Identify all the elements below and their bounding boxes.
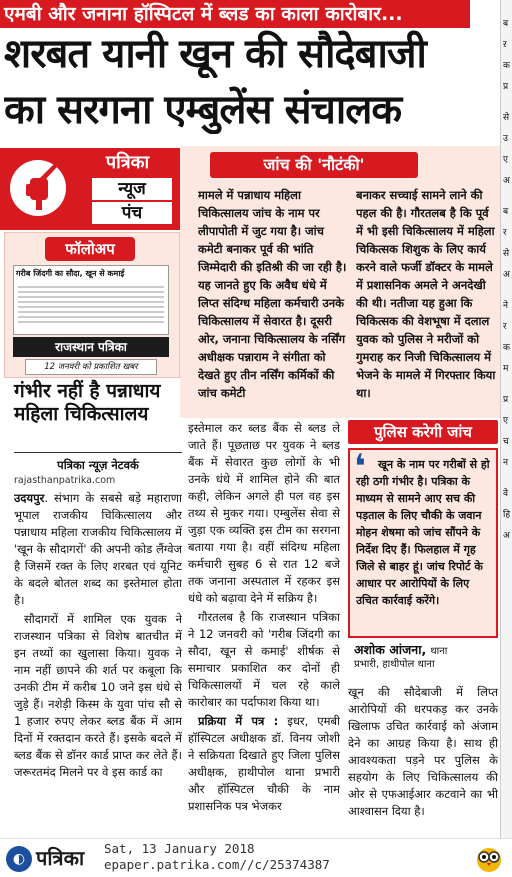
strip-char: ए: [503, 155, 508, 165]
patrika-logo-icon: ◐: [6, 846, 32, 872]
byline: पत्रिका न्यूज़ नेटवर्क: [57, 458, 139, 472]
strip-char: क: [503, 61, 510, 71]
dateline: उदयपुर: [14, 491, 45, 505]
police-quote: खून के नाम पर गरीबों से हो रही ठगी गंभीर है। पत्रिका के माध्यम से सामने आए सच की पड़ताल के लिए चौकी के जवान मोहन शेषमा को जांच सौंपने के निर्देश दिए हैं। फिलहाल में गृह जिले से बाहर हूं। जांच रिपोर्ट के आधार पर आरोपियों के लिए उचित कार्रवाई करेंगे।: [356, 458, 490, 607]
strip-char: हि: [503, 510, 511, 520]
strip-char: प्र: [503, 395, 509, 405]
police-box: [348, 420, 498, 678]
adjacent-article-strip: [500, 0, 512, 877]
quote-mark-icon: ❛: [354, 448, 366, 487]
news-punch-box: [0, 148, 180, 230]
inquiry-col-1: मामले में पन्नाधाय महिला चिकित्सालय जांच के नाम पर लीपापोती में जुट गया है। जांच कमेटी बनाकर पूर्व की भांति जिम्मेदारी की इतिश्री की जा रही है। यह जानते हुए कि अवैध धंधे में लिप्त संदिग्ध महिला कर्मचारी उनके चिकित्सालय में सेवारत है। दूसरी ओर, जनाना चिकित्सालय के नर्सिंग अधीक्षक पन्नाराम ने संगीता को देखते हुए तीन नर्सिंग कर्मिकों की जांच कमेटी: [198, 188, 347, 400]
left-para-2: सौदागरों में शामिल एक युवक ने राजस्थान पत्रिका से विशेष बातचीत में इन तथ्यों का खुलासा किया। युवक ने नाम नहीं छापने की शर्त पर कबूला कि उनकी टीम में करीब 10 जने इस धंधे से जुड़े हैं। नशेड़ी किस्म के युवा पांच सौ से 1 हजार रुपए लेकर ब्लड बैंक में आम दिनों में रक्तदान करते हैं। इसके बदले में ब्लड बैंक से डॉनर कार्ड प्राप्त कर लेते हैं। जरूरतमंद मिलने पर वे इस कार्ड का: [14, 612, 182, 779]
byline-rule: [14, 452, 182, 453]
brand-name: पत्रिका: [105, 152, 150, 173]
footer-logo-text: पत्रिका: [36, 846, 85, 870]
police-quote-box: [348, 448, 498, 638]
strip-char: अ: [503, 270, 510, 280]
followup-clip-box: [4, 232, 180, 378]
footer-date: Sat, 13 January 2018: [104, 841, 255, 856]
left-para-1: . संभाग के सबसे बड़े महाराणा भूपाल राजकीय चिकित्सालय और पन्नाधाय महिला राजकीय चिकित्सालय में 'खून के सौदागरों' की अपनी कोड लैंग्वेज है जिसमें रक्त के लिए शरबत एवं यूनिट के बदले बोतल शब्द का इस्तेमाल होता है।: [14, 491, 182, 607]
headline-kicker: एमबी और जनाना हॉस्पिटल में ब्लड का काला कारोबार...: [0, 0, 470, 28]
clip-caption: गरीब जिंदगी का सौदा, खून से कमाई: [16, 269, 125, 278]
strip-char: अ: [503, 176, 510, 186]
headline-line-2: का सरगना एम्बुलेंस संचालक: [4, 87, 402, 133]
inquiry-box: [180, 146, 500, 418]
clip-text-lines: [18, 283, 164, 323]
strip-char: उ: [503, 134, 508, 144]
officer-designation: प्रभारी, हाथीपोल थाना: [354, 659, 435, 670]
strip-char: च: [503, 437, 509, 447]
police-title: पुलिस करेगी जांच: [348, 420, 498, 444]
inquiry-col-2: बनाकर सच्चाई सामने लाने की पहल की है। गौरतलब है कि पूर्व में भी इसी चिकित्सालय में महिला चिकित्सक शिशुक के लिए कार्य करने वाले फर्जी डॉक्टर के मामले में प्रशासनिक अमले ने अनदेखी की थी। नतीजा यह हुआ कि चिकित्सक की वेशभूषा में दलाल युवक को पुलिस ने मरीजों को गुमराह कर निजी चिकित्सालय में भेजने के मामले में गिरफ्तार किया था।: [356, 188, 496, 400]
strip-char: प्र: [503, 82, 509, 92]
left-column-body: [14, 490, 182, 832]
headline-line-1: शरबत यानी खून की सौदेबाजी: [4, 31, 426, 77]
strip-char: म: [503, 364, 509, 374]
punch-label: पंच: [92, 202, 172, 224]
inquiry-title: जांच की 'नौटंकी': [210, 152, 418, 178]
owl-icon[interactable]: [474, 843, 504, 873]
strip-char: ऱ: [503, 40, 507, 50]
strip-char: ब: [503, 19, 509, 29]
mid-para-3-lead: प्रक्रिया में पत्र :: [198, 714, 279, 728]
mid-para-3: इधर, एमबी हॉस्पिटल अधीक्षक डॉ. विनय जोशी ने सक्रियता दिखाते हुए जिला पुलिस अधीक्षक, हाथीपोल थाना प्रभारी और हॉस्पिटल चौकी के नाम प्रशासनिक पत्र भेजकर: [188, 714, 340, 813]
source-label: राजस्थान पत्रिका: [13, 337, 169, 357]
strip-char: न: [503, 458, 508, 468]
strip-char: र: [503, 228, 507, 238]
strip-char: ए: [503, 416, 508, 426]
right-column-body: [348, 684, 498, 832]
pen-fist-icon: [10, 160, 66, 216]
right-para-1: खून की सौदेबाजी में लिप्त आरोपियों की धरपकड़ कर उनके खिलाफ उचित कार्रवाई को अंजाम देने का आग्रह किया है। साथ ही आवश्यकता पड़ने पर पुलिस के सहयोग के लिए चिकित्सालय की ओर से एफआईआर कटवाने का भी आश्वासन दिया है।: [348, 685, 498, 818]
strip-char: ब: [503, 207, 509, 217]
mid-para-2: गौरतलब है कि राजस्थान पत्रिका ने 12 जनवरी को 'गरीब जिंदगी का सौदा, खून से कमाई' शीर्षक से समाचार प्रकाशित कर दोनों ही चिकित्सालयों में चल रहे काले कारोबार का पर्दाफाश किया था।: [188, 610, 340, 709]
clip-thumbnail: [13, 265, 169, 335]
strip-char: से: [503, 113, 510, 123]
strip-char: ने: [503, 301, 508, 311]
strip-char: अ: [503, 531, 510, 541]
strip-char: वे: [503, 489, 509, 499]
news-label: न्यूज: [92, 178, 172, 200]
source-note: 12 जनवरी को प्रकाशित खबर: [25, 359, 157, 375]
officer-name: अशोक आंजना,: [354, 642, 427, 657]
mid-para-1: इस्तेमाल कर ब्लड बैंक से ब्लड ले जाते हैं। पूछताछ पर युवक ने ब्लड बैंक में सेवारत कुछ लोगों के भी उनके धंधे में शामिल होने की बात कही, लेकिन अगले ही पल वह इस तथ्य से मुकर गया। एम्बुलेंस सेवा से जुड़ा एक व्यक्ति इस टीम का सरगना बताया गया है। वहीं संदिग्ध महिला कर्मचारी सुबह 6 से रात 12 बजे तक जनाना अस्पताल में रहकर इस धंधे को बढ़ावा देने में सक्रिय है।: [188, 421, 340, 605]
strip-char: र: [503, 322, 507, 332]
police-officer: [354, 642, 498, 659]
footer: [0, 838, 512, 877]
byline-site: rajasthanpatrika.com: [14, 475, 116, 486]
strip-char: से: [503, 249, 510, 259]
left-article-title: गंभीर नहीं है पन्नाधाय महिला चिकित्सालय: [14, 380, 161, 425]
strip-char: क: [503, 343, 510, 353]
middle-column-body: [188, 420, 340, 832]
followup-tag: फॉलोअप: [45, 237, 135, 261]
footer-url[interactable]: epaper.patrika.com//c/25374387: [104, 857, 330, 872]
officer-name-suffix: थाना: [430, 646, 448, 657]
